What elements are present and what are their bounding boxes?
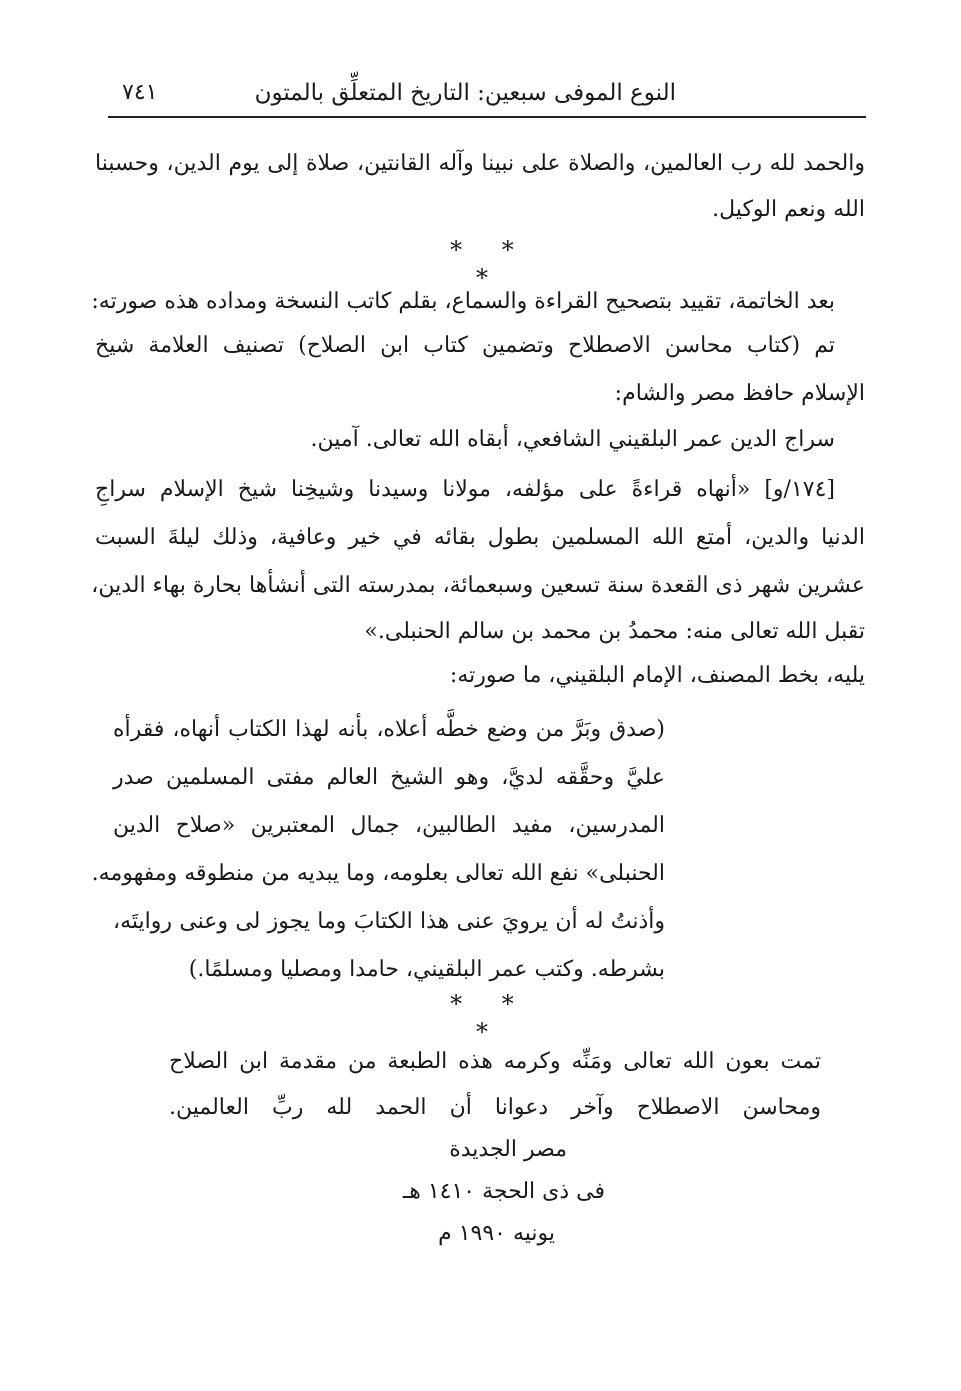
para1-line-2: الله ونعم الوكيل.	[712, 197, 865, 222]
para4-line-6: بشرطه. وكتب عمر البلقيني، حامدا ومصليا ومسلمًا.)	[188, 957, 665, 982]
header-title: النوع الموفى سبعين: التاريخ المتعلِّق بالمتون	[254, 80, 676, 106]
para3-line-1: [١٧٤/و] «أنهاه قراءةً على مؤلفه، مولانا وسيدنا وشيخِنا شيخ الإسلام سراجِ	[95, 477, 835, 502]
running-header	[108, 74, 866, 118]
separator-1: * * *	[450, 236, 530, 292]
colophon-hijri-date: فى ذى الحجة ١٤١٠ هـ	[402, 1179, 605, 1204]
para5-line-2: ومحاسن الاصطلاح وآخر دعوانا أن الحمد لله ربِّ العالمين.	[169, 1095, 821, 1120]
colophon-place: مصر الجديدة	[449, 1137, 567, 1162]
para3-line-2: الدنيا والدين، أمتع الله المسلمين بطول بقائه في خير وعافية، وذلك ليلةَ السبت	[95, 525, 865, 550]
para4-line-3: المدرسين، مفيد الطالبين، جمال المعتبرين «صلاح الدين	[113, 813, 665, 838]
para3-line-5: يليه، بخط المصنف، الإمام البلقيني، ما صورته:	[449, 663, 865, 688]
para2-line-1: بعد الخاتمة، تقييد بتصحيح القراءة والسماع، بقلم كاتب النسخة ومداده هذه صورته:	[91, 289, 835, 314]
para2-line-4: سراج الدين عمر البلقيني الشافعي، أبقاه الله تعالى. آمين.	[310, 427, 835, 452]
para1-line-1: والحمد لله رب العالمين، والصلاة على نبينا وآله القانتين، صلاة إلى يوم الدين، وحسبنا	[95, 151, 865, 176]
separator-2: * * *	[450, 990, 530, 1046]
para4-line-5: وأذنتُ له أن يرويَ عنى هذا الكتابَ وما يجوز لى وعنى روايتَه،	[113, 909, 665, 934]
para3-line-4: تقبل الله تعالى منه: محمدُ بن محمد بن سالم الحنبلى.»	[364, 619, 865, 644]
para2-line-2: تم (كتاب محاسن الاصطلاح وتضمين كتاب ابن الصلاح) تصنيف العلامة شيخ	[95, 333, 835, 358]
page-number: ٧٤١	[122, 80, 158, 105]
para2-line-3: الإسلام حافظ مصر والشام:	[614, 381, 865, 406]
para4-line-2: عليَّ وحقَّقه لديَّ، وهو الشيخ العالم مفتى المسلمين صدر	[113, 765, 665, 790]
para4-line-4: الحنبلى» نفع الله تعالى بعلومه، وما يبديه من منطوقه ومفهومه.	[91, 861, 665, 886]
para4-line-1: (صدق وبَرَّ من وضع خطَّه أعلاه، بأنه لهذا الكتاب أنهاه، فقرأه	[113, 717, 665, 742]
para3-line-3: عشرين شهر ذى القعدة سنة تسعين وسبعمائة، بمدرسته التى أنشأها بحارة بهاء الدين،	[91, 573, 865, 598]
colophon-gregorian-date: يونيه ١٩٩٠ م	[438, 1221, 555, 1246]
para5-line-1: تمت بعون الله تعالى ومَنِّه وكرمه هذه الطبعة من مقدمة ابن الصلاح	[169, 1049, 821, 1074]
